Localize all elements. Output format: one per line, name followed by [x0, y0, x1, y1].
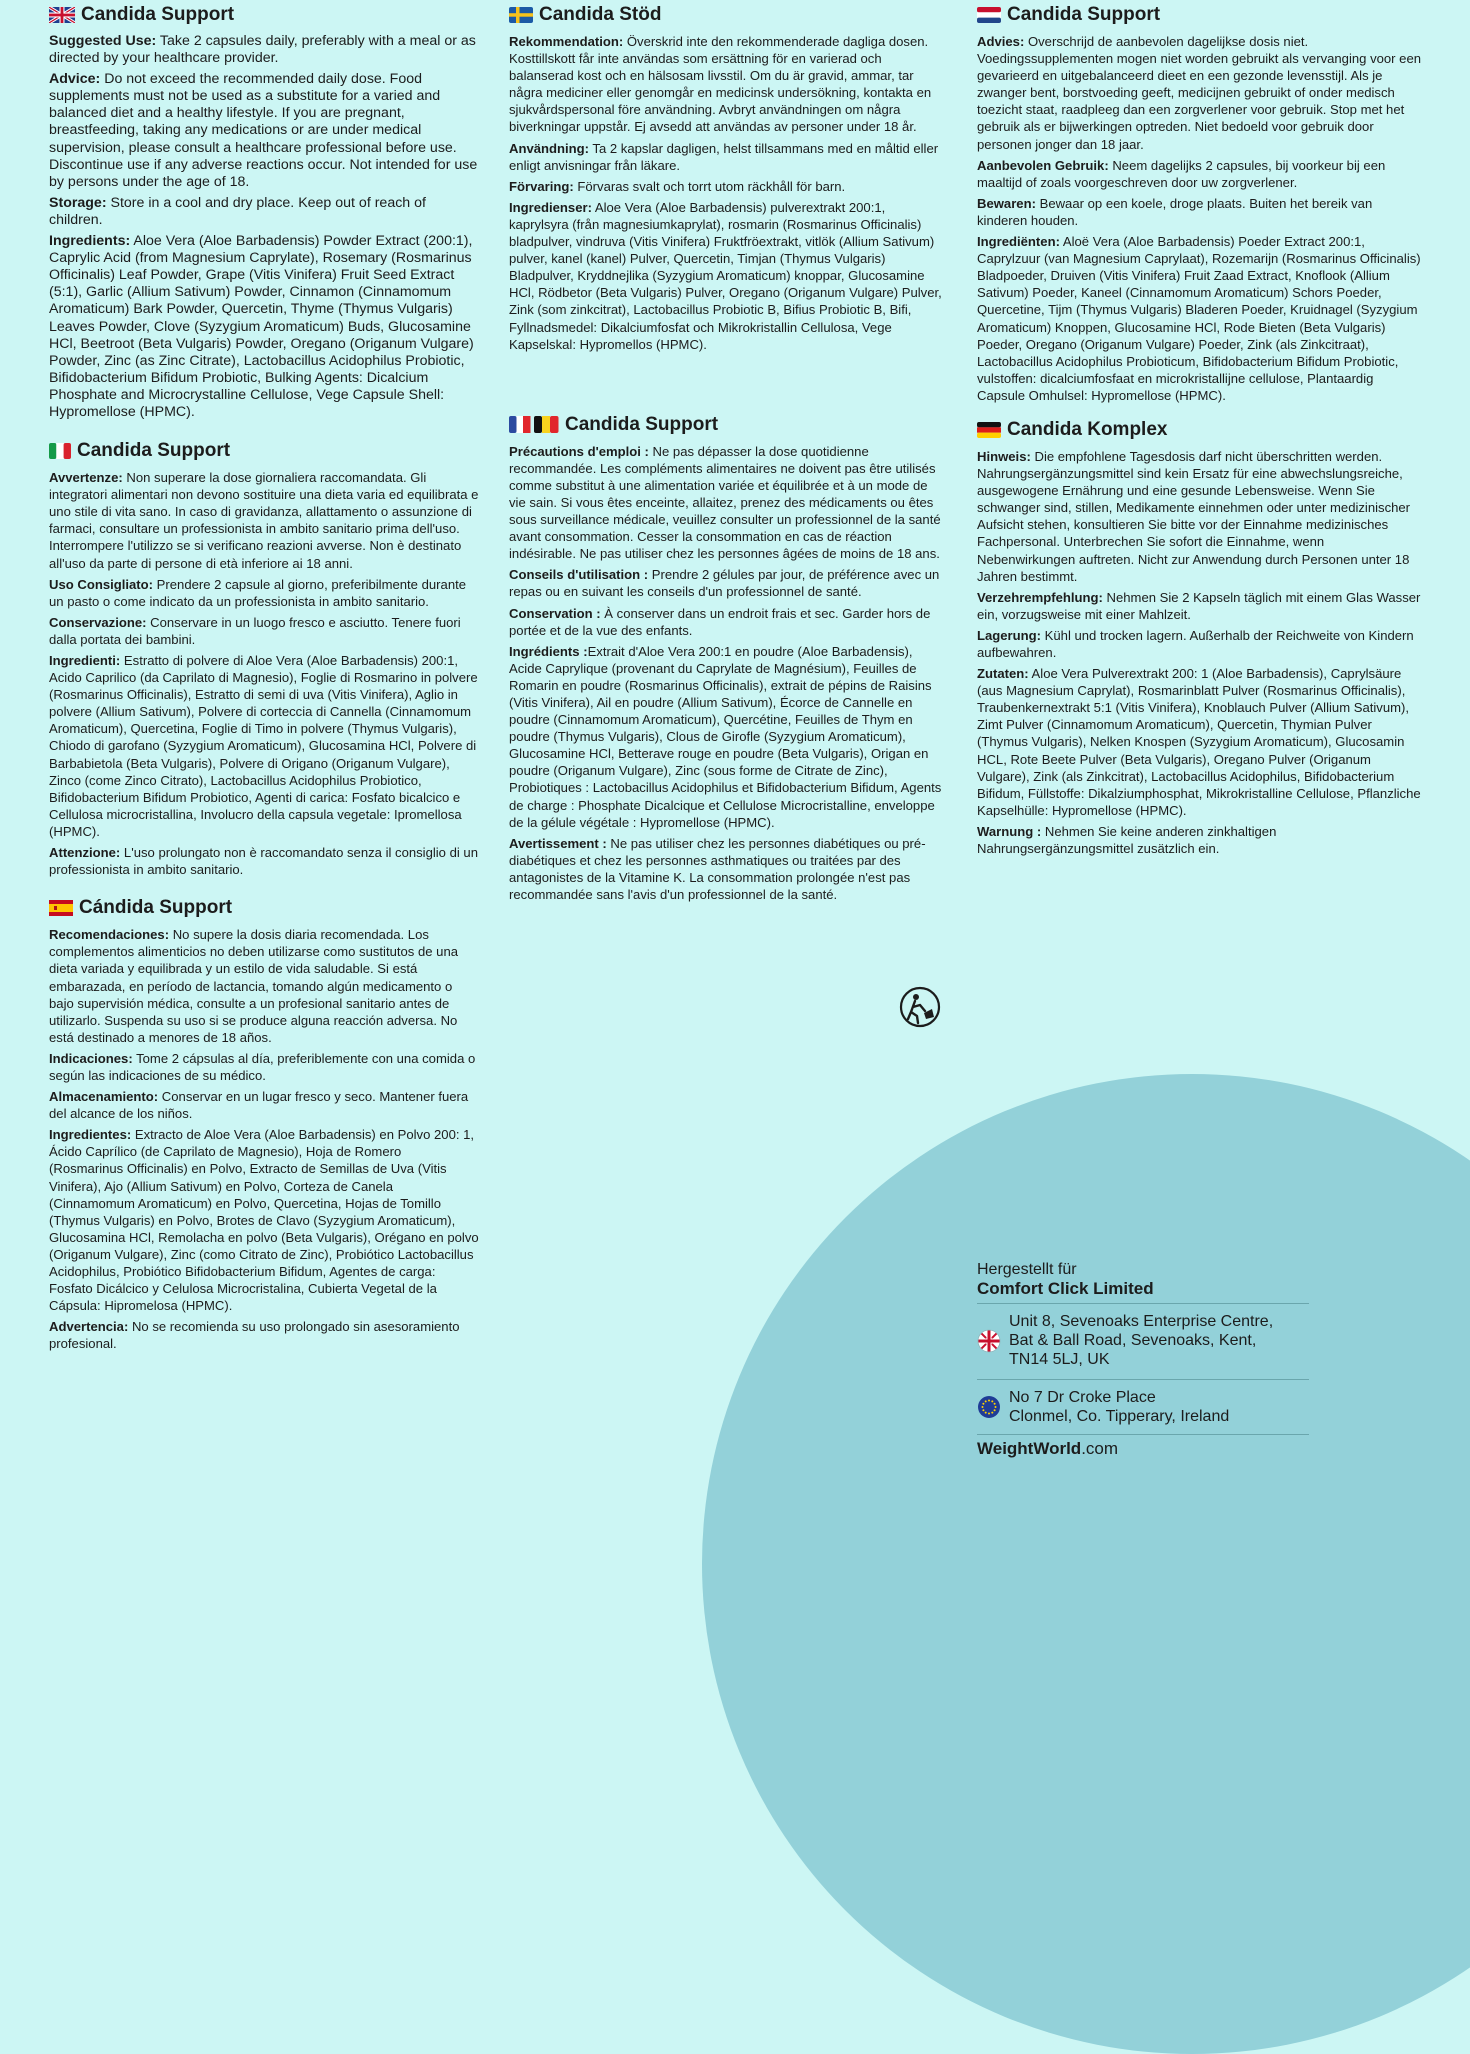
paragraph-text: Aloë Vera (Aloe Barbadensis) Poeder Extract 200:1, Caprylzuur (van Magnesium Caprylaat), Rozemarijn (Rosmarinus Officinalis) Bladpoeder, Druiven (Vitis Vinifera) Fruit Zaad Extract, Knoflook (Allium Sativum) Poeder, Kaneel (Cinnamomum Aromaticum) Schors Poeder, Quercetine, Tijm (Thymus Vulgaris) Bladeren Poeder, Kruidnagel (Syzygium Aromaticum) Knoppen, Glucosamine HCl, Rode Bieten (Beta Vulgaris) Poeder, Oregano (Origanum Vulgare) Poeder, Zink (als Zinkcitraat), Lactobacillus Acidophilus Probioticum, Bifidobacterium Bifidum Probiotic, vulstoffen: dicalciumfosfaat en microkristallijne cellulose, Plantaardig Capsule Omhulsel: Hypromellose (HPMC).	[977, 234, 1421, 403]
paragraph-label: Almacenamiento:	[49, 1089, 159, 1105]
section-italian	[49, 439, 479, 878]
info-paragraph	[49, 33, 479, 67]
paragraph-text: Aloe Vera (Aloe Barbadensis) pulverextrakt 200:1, kaprylsyra (från magnesiumkaprylat), rosmarin (Rosmarinus Officinalis) bladpulver, vindruva (Vitis Vinifera) Fruktfröextrakt, vitlök (Allium Sativum) pulver, kanel (kanel) Pulver, Quercetin, Timjan (Thymus Vulgaris) Bladpulver, Kryddnejlika (Syzygium Aromaticum) knoppar, Glucosamine HCl, Rödbetor (Beta Vulgaris) Pulver, Oregano (Origanum Vulgare) Pulver, Zink (som zinkcitrat), Lactobacillus Probiotic B, Bifius Probiotic B, Bifi, Fyllnadsmedel: Dikalciumfosfat och Mikrokristallin Cellulosa, Vege Kapselskal: Hypromellos (HPMC).	[509, 199, 942, 352]
paragraph-label: Advertencia:	[49, 1319, 129, 1335]
paragraph-text: No se recomienda su uso prolongado sin asesoramiento profesional.	[49, 1319, 460, 1352]
info-paragraph	[49, 614, 479, 648]
france-belgium-flag-icon	[509, 416, 559, 433]
section-title: Cándida Support	[79, 897, 233, 919]
paragraph-text: Conservare in un luogo fresco e asciutto. Tenere fuori dalla portata dei bambini.	[49, 614, 461, 647]
italy-flag-icon	[49, 443, 71, 459]
paragraph-text: Nehmen Sie keine anderen zinkhaltigen Nahrungsergänzungsmittel zusätzlich ein.	[977, 823, 1277, 857]
paragraph-text: Non superare la dose giornaliera raccomandata. Gli integratori alimentari non devono sostituire una dieta varia ed equilibrata e uno stile di vita sano. In caso di gravidanza, allattamento o assunzione di farmaci, consultare un professionista in ambito sanitario prima dell'uso. Interrompere l'utilizzo se si verificano reazioni avverse. Non è destinato all'uso da parte di persone di età inferiore ai 18 anni.	[49, 470, 479, 571]
info-paragraph	[509, 643, 945, 831]
address-line: TN14 5LJ, UK	[1009, 1351, 1110, 1368]
uk-flag-icon	[49, 7, 75, 23]
address-line: Clonmel, Co. Tipperary, Ireland	[1009, 1408, 1230, 1425]
paragraph-label: Conservation :	[509, 605, 601, 621]
section-english	[49, 3, 479, 421]
section-title: Candida Support	[1007, 4, 1161, 25]
info-paragraph	[49, 926, 479, 1046]
address-line: No 7 Dr Croke Place	[1009, 1389, 1156, 1406]
section-heading	[509, 413, 945, 437]
paragraph-label: Précautions d'emploi :	[509, 443, 649, 459]
paragraph-label: Användning:	[509, 140, 590, 156]
info-paragraph	[49, 233, 479, 421]
paragraph-label: Advies:	[977, 34, 1025, 49]
section-title: Candida Komplex	[1007, 418, 1168, 440]
info-paragraph	[49, 71, 479, 191]
eu-address	[977, 1379, 1309, 1432]
paragraph-text: Die empfohlene Tagesdosis darf nicht überschritten werden. Nahrungsergänzungsmittel sind kein Ersatz für eine abwechslungsreiche, ausgewogene Ernährung und eine gesunde Lebensweise. Wenn Sie schwanger sind, stillen, Medikamente einnehmen oder unter medizinischer Aufsicht stehen, konsultieren Sie bitte vor der Einnahme medizinisches Fachpersonal. Unterbrechen Sie sofort die Einnahme, wenn Nebenwirkungen auftreten. Nicht zur Anwendung durch Personen unter 18 Jahren bestimmt.	[977, 448, 1411, 584]
info-paragraph	[509, 33, 945, 136]
address-line: Unit 8, Sevenoaks Enterprise Centre,	[1009, 1313, 1274, 1330]
paragraph-label: Conservazione:	[49, 614, 147, 630]
paragraph-text: Prendere 2 capsule al giorno, preferibilmente durante un pasto o come indicato da un professionista in ambito sanitario.	[49, 576, 467, 609]
section-heading	[49, 896, 479, 920]
spain-flag-icon	[49, 900, 73, 916]
column-middle	[509, 3, 945, 917]
paragraph-text: Ta 2 kapslar dagligen, helst tillsammans med en måltid eller enligt anvisningar från läkare.	[509, 140, 939, 173]
paragraph-label: Verzehrempfehlung:	[977, 589, 1103, 605]
paragraph-text: No supere la dosis diaria recomendada. Los complementos alimenticios no deben utilizarse como sustitutos de una dieta variada y equilibrada y un estilo de vida saludable. Si está embarazada, en período de lactancia, tomando algún medicamento o bajo supervisión médica, consulte a un profesional sanitario antes de utilizarlo. Suspenda su uso si se produce alguna reacción adversa. No está destinado a menores de 18 años.	[49, 927, 459, 1045]
paragraph-label: Ingredienser:	[509, 199, 592, 215]
paragraph-text: Aloe Vera (Aloe Barbadensis) Powder Extract (200:1), Caprylic Acid (from Magnesium Caprylate), Rosemary (Rosmarinus Officinalis) Leaf Powder, Grape (Vitis Vinifera) Fruit Seed Extract (5:1), Garlic (Allium Sativum) Powder, Cinnamon (Cinnamomum Aromaticum) Bark Powder, Quercetin, Thyme (Thymus Vulgaris) Leaves Powder, Clove (Syzygium Aromaticum) Buds, Glucosamine HCl, Beetroot (Beta Vulgaris) Powder, Oregano (Origanum Vulgare) Powder, Zinc (as Zinc Citrate), Lactobacillus Acidophilus Probiotic, Bifidobacterium Bifidum Probiotic, Bulking Agents: Dicalcium Phosphate and Microcrystalline Cellulose, Vege Capsule Shell: Hypromellose (HPMC).	[49, 233, 474, 420]
uk-address	[977, 1303, 1309, 1375]
info-paragraph	[977, 665, 1425, 819]
paragraph-label: Suggested Use:	[49, 33, 157, 49]
paragraph-text: Do not exceed the recommended daily dose. Food supplements must not be used as a substitute for a varied and balanced diet and a healthy lifestyle. If you are pregnant, breastfeeding, taking any medications or are under medical supervision, please consult a healthcare professional before use. Discontinue use if any adverse reactions occur. Not intended for use by persons under the age of 18.	[49, 71, 478, 190]
paragraph-text: Neem dagelijks 2 capsules, bij voorkeur bij een maaltijd of zoals voorgeschreven door uw zorgverlener.	[977, 157, 1386, 190]
address-line: Bat & Ball Road, Sevenoaks, Kent,	[1009, 1332, 1257, 1349]
paragraph-label: Rekommendation:	[509, 34, 624, 49]
paragraph-text: Conservar en un lugar fresco y seco. Mantener fuera del alcance de los niños.	[49, 1089, 469, 1122]
section-heading	[509, 3, 945, 27]
paragraph-text: Kühl und trocken lagern. Außerhalb der Reichweite von Kindern aufbewahren.	[977, 627, 1414, 660]
paragraph-label: Bewaren:	[977, 195, 1036, 211]
paragraph-text: Tome 2 cápsulas al día, preferiblemente con una comida o según las indicaciones de su médico.	[49, 1050, 476, 1083]
info-paragraph	[977, 33, 1425, 153]
info-paragraph	[977, 157, 1425, 191]
section-title: Candida Support	[81, 4, 235, 25]
info-paragraph	[509, 140, 945, 174]
paragraph-label: Ingredients:	[49, 233, 131, 250]
decorative-circle	[702, 1074, 1470, 2054]
paragraph-text: Estratto di polvere di Aloe Vera (Aloe Barbadensis) 200:1, Acido Caprilico (da Caprilato di Magnesio), Foglie di Rosmarino in polvere (Rosmarinus Officinalis), Estratto di semi di uva (Vitis Vinifera), Aglio in polvere (Allium Sativum), Polvere di corteccia di Cannella (Cinnamomum Aromaticum), Quercetina, Foglie di Timo in polvere (Thymus Vulgaris), Chiodo di garofano (Syzygium Aromaticum), Glucosamina HCl, Polvere di Barbabietola (Beta Vulgaris), Polvere di Origano (Origanum Vulgare), Zinco (come Zinco Citrato), Lactobacillus Acidophilus Probiotico, Bifidobacterium Bifidum Probiotico, Agenti di carica: Fosfato bicalcico e Cellulosa microcristallina, Involucro della capsula vegetale: Ipromellosa (HPMC).	[49, 653, 478, 839]
info-paragraph	[49, 1050, 479, 1084]
section-french	[509, 413, 945, 903]
company-name: Comfort Click Limited	[977, 1279, 1154, 1298]
paragraph-label: Aanbevolen Gebruik:	[977, 157, 1109, 173]
brand-domain: .com	[1081, 1439, 1119, 1458]
paragraph-label: Ingredienti:	[49, 653, 121, 668]
info-paragraph	[977, 589, 1425, 623]
paragraph-label: Lagerung:	[977, 627, 1042, 643]
uk-flag-icon	[977, 1329, 1001, 1353]
paragraph-label: Recomendaciones:	[49, 927, 170, 943]
paragraph-label: Conseils d'utilisation :	[509, 567, 649, 583]
info-paragraph	[977, 233, 1425, 404]
section-dutch	[977, 3, 1425, 404]
paragraph-label: Indicaciones:	[49, 1050, 133, 1066]
paragraph-label: Avertissement :	[509, 835, 607, 851]
paragraph-label: Förvaring:	[509, 178, 574, 194]
paragraph-text: Take 2 capsules daily, preferably with a meal or as directed by your healthcare provider.	[49, 33, 476, 67]
recycle-icon	[898, 985, 942, 1029]
info-paragraph	[49, 576, 479, 610]
info-paragraph	[49, 652, 479, 840]
paragraph-label: Warnung :	[977, 823, 1042, 839]
section-title: Candida Stöd	[539, 4, 662, 25]
paragraph-label: Ingrédients :	[509, 643, 588, 659]
paragraph-label: Avvertenze:	[49, 470, 123, 486]
section-heading	[977, 3, 1425, 27]
info-paragraph	[49, 469, 479, 572]
column-right	[977, 3, 1425, 871]
section-german	[977, 418, 1425, 857]
paragraph-text: Överskrid inte den rekommenderade dagliga dosen. Kosttillskott får inte användas som ersättning för en varierad och balanserad kost och en hälsosam livsstil. Om du är gravid, ammar, tar några mediciner eller genomgår en medicinsk undersökning, kontakta en sjukvårdspersonal före användning. Avbryt användningen om några biverkningar uppstår. Ej avsedd att användas av personer under 18 år.	[509, 34, 932, 135]
section-heading	[49, 439, 479, 463]
info-paragraph	[509, 178, 945, 195]
paragraph-text: Ne pas dépasser la dose quotidienne recommandée. Les compléments alimentaires ne doivent pas être utilisés comme substitut à une alimentation variée et équilibrée et à un mode de vie sain. Si vous êtes enceinte, allaitez, prenez des médicaments ou êtes sous surveillance médicale, veuillez consulter un professionnel de la santé avant consommation. Cesser la consommation en cas de réaction indésirable. Ne pas utiliser chez les personnes âgées de moins de 18 ans.	[509, 443, 941, 562]
brand-website[interactable]	[977, 1434, 1309, 1460]
paragraph-text: Förvaras svalt och torrt utom räckhåll för barn.	[573, 178, 846, 194]
paragraph-label: Advice:	[49, 71, 101, 88]
paragraph-label: Attenzione:	[49, 845, 121, 861]
paragraph-label: Uso Consigliato:	[49, 576, 154, 592]
info-paragraph	[977, 627, 1425, 661]
info-paragraph	[509, 566, 945, 600]
paragraph-text: Extrait d'Aloe Vera 200:1 en poudre (Aloe Barbadensis), Acide Caprylique (provenant du Caprylate de Magnésium), Feuilles de Romarin en poudre (Rosmarinus Officinalis), extrait de pépins de Raisins (Vitis Vinifera), Ail en poudre (Allium Sativum), Écorce de Cannelle en poudre (Cinnamomum Aromaticum), Quercétine, Feuilles de Thym en poudre (Thymus Vulgaris), Clous de Girofle (Syzygium Aromaticum), Glucosamine HCl, Betterave rouge en poudre (Beta Vulgaris), Origan en poudre (Origanum Vulgare), Zinc (sous forme de Citrate de Zinc), Probiotiques : Lactobacillus Acidophilus et Bifidobacterium Bifidum, Agents de charge : Phosphate Dicalcique et Cellulose Microcristalline, enveloppe de la gélule végétale : Hypromellose (HPMC).	[509, 643, 942, 830]
germany-flag-icon	[977, 422, 1001, 438]
paragraph-text: À conserver dans un endroit frais et sec. Garder hors de portée et de la vue des enfants.	[509, 605, 931, 638]
manufacturer-imprint	[977, 1260, 1309, 1460]
info-paragraph	[509, 605, 945, 639]
paragraph-text: L'uso prolungato non è raccomandato senza il consiglio di un professionista in ambito sanitario.	[49, 845, 479, 878]
section-swedish	[509, 3, 945, 353]
info-paragraph	[509, 835, 945, 903]
paragraph-label: Hinweis:	[977, 448, 1031, 464]
netherlands-flag-icon	[977, 7, 1001, 23]
paragraph-text: Extracto de Aloe Vera (Aloe Barbadensis) en Polvo 200: 1, Ácido Caprílico (de Caprilato de Magnesio), Hoja de Romero (Rosmarinus Officinalis) en Polvo, Extracto de Semillas de Uva (Vitis Vinifera), Ajo (Allium Sativum) en Polvo, Corteza de Canela (Cinnamomum Aromaticum) en Polvo, Quercetina, Hojas de Tomillo (Thymus Vulgaris) en Polvo, Brotes de Clavo (Syzygium Aromaticum), Glucosamina HCl, Remolacha en polvo (Beta Vulgaris), Orégano en polvo (Origanum Vulgare), Zinc (como Citrato de Zinc), Probiótico Lactobacillus Acidophilus, Probiótico Bifidobacterium Bifidum, Agentes de carga: Fosfato Dicálcico y Celulosa Microcristalina, Cubierta Vegetal de la Cápsula: Hipromelosa (HPMC).	[49, 1127, 479, 1314]
paragraph-text: Prendre 2 gélules par jour, de préférence avec un repas ou en suivant les conseils d'un professionnel de santé.	[509, 567, 940, 600]
column-left	[49, 3, 479, 1366]
info-paragraph	[977, 448, 1425, 585]
info-paragraph	[49, 195, 479, 229]
paragraph-label: Zutaten:	[977, 666, 1029, 682]
paragraph-text: Nehmen Sie 2 Kapseln täglich mit einem Glas Wasser ein, vorzugsweise mit einer Mahlzeit.	[977, 589, 1421, 622]
info-paragraph	[49, 1088, 479, 1122]
section-spanish	[49, 896, 479, 1352]
info-paragraph	[49, 844, 479, 878]
info-paragraph	[49, 1318, 479, 1352]
paragraph-label: Ingrediënten:	[977, 234, 1060, 250]
brand-name: WeightWorld	[977, 1439, 1082, 1458]
sweden-flag-icon	[509, 7, 533, 23]
paragraph-text: Aloe Vera Pulverextrakt 200: 1 (Aloe Barbadensis), Caprylsäure (aus Magnesium Caprylat), Rosmarinblatt Pulver (Rosmarinus Officinalis), Traubenkernextrakt 5:1 (Vitis Vinifera), Knoblauch Pulver (Allium Sativum), Zimt Pulver (Cinnamomum Aromaticum), Quercetin, Thymian Pulver (Thymus Vulgaris), Nelken Knospen (Syzygium Aromaticum), Glucosamin HCL, Rote Beete Pulver (Beta Vulgaris), Oregano Pulver (Origanum Vulgare), Zink (als Zinkcitrat), Lactobacillus Acidophilus, Bifidobacterium Bifidum, Füllstoffe: Dikalziumphosphat, Mikrokristalline Cellulose, Pflanzliche Kapselhülle: Hypromellose (HPMC).	[977, 666, 1421, 818]
info-paragraph	[977, 823, 1425, 857]
section-title: Candida Support	[77, 440, 231, 462]
section-heading	[49, 3, 479, 27]
paragraph-text: Bewaar op een koele, droge plaats. Buiten het bereik van kinderen houden.	[977, 195, 1373, 228]
eu-flag-icon	[977, 1395, 1001, 1419]
info-paragraph	[49, 1126, 479, 1314]
info-paragraph	[509, 199, 945, 353]
paragraph-text: Ne pas utiliser chez les personnes diabétiques ou pré-diabétiques et chez les personnes asthmatiques ou traitées par des antagonistes de la Vitamine K. La consommation prolongée n'est pas recommandée sans l'avis d'un professionnel de la santé.	[509, 835, 926, 903]
paragraph-label: Storage:	[49, 194, 107, 211]
section-heading	[977, 418, 1425, 442]
info-paragraph	[509, 443, 945, 563]
section-title: Candida Support	[565, 413, 719, 435]
paragraph-label: Ingredientes:	[49, 1127, 132, 1143]
info-paragraph	[977, 195, 1425, 229]
made-for-label: Hergestellt für	[977, 1261, 1077, 1278]
paragraph-text: Overschrijd de aanbevolen dagelijkse dosis niet. Voedingssupplementen mogen niet worden gebruikt als vervanging voor een gevarieerd en uitgebalanceerd dieet en een gezonde levensstijl. Als je zwanger bent, borstvoeding geeft, medicijnen gebruikt of onder medisch toezicht staat, raadpleeg dan een zorgverlener voor gebruik. Stop met het gebruik als er bijwerkingen optreden. Niet bedoeld voor gebruik door personen jonger dan 18 jaar.	[977, 34, 1422, 152]
paragraph-text: Store in a cool and dry place. Keep out of reach of children.	[49, 194, 426, 228]
